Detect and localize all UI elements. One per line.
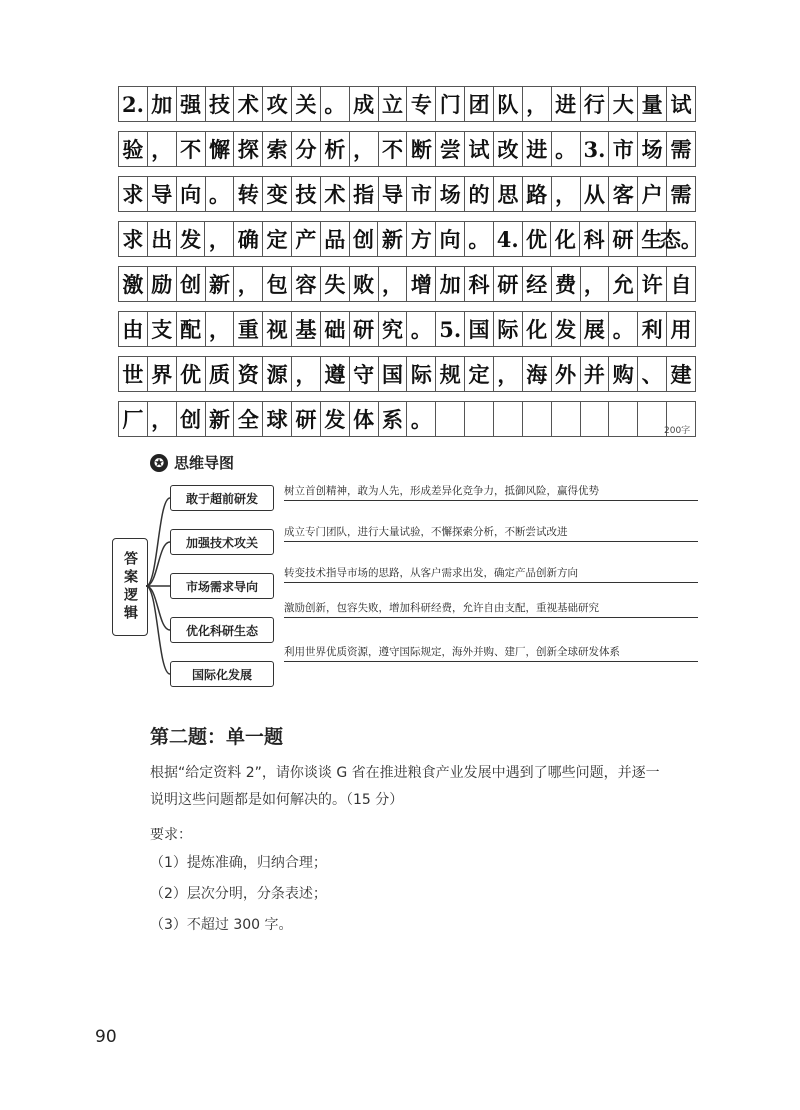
grid-cell: 分 <box>291 131 321 167</box>
grid-cell: 配 <box>176 311 206 347</box>
grid-cell: 建 <box>666 356 696 392</box>
grid-cell: 研 <box>493 266 523 302</box>
grid-cell: 试 <box>464 131 494 167</box>
grid-row <box>118 401 696 437</box>
grid-cell <box>580 401 610 437</box>
grid-cell: 试 <box>666 86 696 122</box>
grid-cell: 励 <box>147 266 177 302</box>
grid-cell: 由 <box>118 311 148 347</box>
grid-cell: 态。 <box>666 221 696 257</box>
grid-cell: 重 <box>233 311 263 347</box>
grid-cell: ， <box>233 266 263 302</box>
grid-cell: 尝 <box>435 131 465 167</box>
grid-cell: ， <box>551 176 581 212</box>
grid-cell: 。 <box>205 176 235 212</box>
grid-cell: 品 <box>320 221 350 257</box>
mindmap-detail: 树立首创精神，敢为人先，形成差异化竞争力，抵御风险，赢得优势 <box>284 485 698 501</box>
grid-cell: 研 <box>608 221 638 257</box>
grid-cell: 客 <box>608 176 638 212</box>
grid-cell: ， <box>147 401 177 437</box>
grid-cell: 发 <box>551 311 581 347</box>
grid-cell: 行 <box>580 86 610 122</box>
grid-cell: 关 <box>291 86 321 122</box>
grid-cell: 导 <box>147 176 177 212</box>
grid-cell: 新 <box>377 221 407 257</box>
grid-row <box>118 356 696 392</box>
grid-cell: 思 <box>493 176 523 212</box>
grid-row <box>118 131 696 167</box>
grid-cell: 3. <box>580 131 610 167</box>
grid-cell: 出 <box>147 221 177 257</box>
grid-cell: 际 <box>406 356 436 392</box>
grid-cell: 体 <box>349 401 379 437</box>
grid-cell: ， <box>147 131 177 167</box>
grid-cell: 科 <box>579 221 609 257</box>
requirement-item: （3）不超过 300 字。 <box>150 917 293 933</box>
grid-cell: 的 <box>464 176 494 212</box>
grid-cell: 许 <box>637 266 667 302</box>
mindmap-detail: 成立专门团队，进行大量试验，不懈探索分析，不断尝试改进 <box>284 526 698 542</box>
grid-cell: 需 <box>666 176 696 212</box>
grid-cell: 增 <box>406 266 436 302</box>
grid-cell: 成 <box>349 86 379 122</box>
grid-cell: 向 <box>176 176 206 212</box>
grid-cell: 技 <box>291 176 321 212</box>
grid-row <box>118 176 696 212</box>
grid-cell: 验 <box>118 131 148 167</box>
grid-cell: 定 <box>464 356 494 392</box>
grid-cell: 基 <box>291 311 321 347</box>
grid-cell: 大 <box>608 86 638 122</box>
grid-cell: 视 <box>262 311 292 347</box>
grid-cell: 4. <box>493 221 523 257</box>
grid-cell: ， <box>291 356 321 392</box>
grid-cell: 。 <box>320 86 350 122</box>
grid-cell <box>637 401 667 437</box>
grid-cell: 用 <box>666 311 696 347</box>
grid-row <box>118 311 696 347</box>
grid-cell: 利 <box>637 311 667 347</box>
grid-cell: 定 <box>262 221 292 257</box>
grid-cell: 质 <box>205 356 235 392</box>
grid-cell: 求 <box>118 176 148 212</box>
grid-cell: 术 <box>320 176 350 212</box>
grid-cell: 守 <box>349 356 379 392</box>
grid-cell: 资 <box>233 356 263 392</box>
grid-cell: 购 <box>608 356 638 392</box>
grid-cell: 析 <box>320 131 350 167</box>
grid-cell: 方 <box>406 221 436 257</box>
badge-icon: ✪ <box>150 454 168 472</box>
grid-cell: 。 <box>406 401 436 437</box>
question-title: 第二题：单一题 <box>150 726 284 748</box>
mindmap-node: 市场需求导向 <box>170 573 274 599</box>
grid-cell: 立 <box>378 86 408 122</box>
grid-cell: 5. <box>435 311 465 347</box>
mindmap-detail: 激励创新，包容失败，增加科研经费，允许自由支配，重视基础研究 <box>284 602 698 618</box>
grid-cell: 新 <box>205 401 235 437</box>
grid-cell: 。 <box>464 221 494 257</box>
grid-cell: 市 <box>608 131 638 167</box>
grid-cell: 攻 <box>262 86 292 122</box>
grid-cell: 系 <box>378 401 408 437</box>
grid-cell: 路 <box>522 176 552 212</box>
grid-cell: 向 <box>435 221 465 257</box>
grid-cell: 懈 <box>205 131 235 167</box>
grid-cell: 自 <box>666 266 696 302</box>
grid-cell: 并 <box>580 356 610 392</box>
grid-cell: 化 <box>522 311 552 347</box>
grid-cell: 门 <box>435 86 465 122</box>
grid-cell: 化 <box>550 221 580 257</box>
grid-cell: 允 <box>608 266 638 302</box>
mindmap <box>112 478 712 698</box>
mindmap-node: 加强技术攻关 <box>170 529 274 555</box>
grid-cell: 加 <box>147 86 177 122</box>
mindmap-node: 优化科研生态 <box>170 617 274 643</box>
grid-cell: 国 <box>378 356 408 392</box>
grid-cell: 队 <box>493 86 523 122</box>
grid-cell: 。 <box>551 131 581 167</box>
grid-cell: 团 <box>464 86 494 122</box>
requirements-label: 要求： <box>150 827 192 843</box>
grid-cell: 变 <box>262 176 292 212</box>
grid-cell: 2. <box>118 86 148 122</box>
grid-cell <box>522 401 552 437</box>
grid-cell: 不 <box>176 131 206 167</box>
grid-cell: 探 <box>233 131 263 167</box>
grid-cell: 研 <box>349 311 379 347</box>
grid-cell: 全 <box>233 401 263 437</box>
grid-cell: 厂 <box>118 401 148 437</box>
grid-cell: 规 <box>435 356 465 392</box>
grid-cell: 断 <box>406 131 436 167</box>
grid-cell: 进 <box>551 86 581 122</box>
mindmap-node: 国际化发展 <box>170 661 274 687</box>
grid-cell: 际 <box>493 311 523 347</box>
requirement-item: （1）提炼准确，归纳合理； <box>150 855 327 871</box>
mindmap-detail: 利用世界优质资源，遵守国际规定，海外并购、建厂，创新全球研发体系 <box>284 646 698 662</box>
grid-cell: 优 <box>522 221 552 257</box>
mindmap-heading <box>150 452 234 473</box>
grid-cell <box>608 401 638 437</box>
grid-cell: 础 <box>320 311 350 347</box>
grid-cell: 需 <box>666 131 696 167</box>
grid-cell: 产 <box>291 221 321 257</box>
mindmap-detail: 转变技术指导市场的思路，从客户需求出发，确定产品创新方向 <box>284 567 698 583</box>
question-body: 根据“给定资料 2”，请你谈谈 G 省在推进粮食产业发展中遇到了哪些问题，并逐一说明这些问题都是如何解决的。（15 分） <box>150 765 660 808</box>
grid-cell: 世 <box>118 356 148 392</box>
grid-cell: 进 <box>522 131 552 167</box>
grid-cell: 发 <box>320 401 350 437</box>
answer-grid <box>118 86 702 446</box>
grid-cell: 创 <box>176 401 206 437</box>
grid-cell: 究 <box>378 311 408 347</box>
grid-cell: 加 <box>435 266 465 302</box>
grid-cell: 优 <box>176 356 206 392</box>
grid-cell: 海 <box>522 356 552 392</box>
grid-cell: ， <box>493 356 523 392</box>
grid-cell <box>464 401 494 437</box>
grid-cell: 失 <box>320 266 350 302</box>
grid-row <box>118 266 696 302</box>
grid-cell: 遵 <box>320 356 350 392</box>
grid-cell: ， <box>522 86 552 122</box>
grid-cell: 改 <box>493 131 523 167</box>
grid-cell: 容 <box>291 266 321 302</box>
grid-cell: 球 <box>262 401 292 437</box>
grid-cell: 术 <box>233 86 263 122</box>
grid-cell: 确 <box>233 221 263 257</box>
grid-cell: 索 <box>262 131 292 167</box>
grid-cell: 支 <box>147 311 177 347</box>
grid-cell: ， <box>205 311 235 347</box>
grid-cell: ， <box>378 266 408 302</box>
grid-cell <box>493 401 523 437</box>
grid-cell: 费 <box>551 266 581 302</box>
grid-cell: 败 <box>349 266 379 302</box>
mindmap-root: 答案逻辑 <box>112 538 148 636</box>
grid-cell: 界 <box>147 356 177 392</box>
grid-cell: 生 <box>637 221 667 257</box>
grid-cell: 场 <box>637 131 667 167</box>
grid-cell: 研 <box>291 401 321 437</box>
grid-cell: 经 <box>522 266 552 302</box>
grid-cell: 创 <box>349 221 379 257</box>
grid-cell: 科 <box>464 266 494 302</box>
grid-cell: 包 <box>262 266 292 302</box>
grid-cell: 、 <box>637 356 667 392</box>
grid-cell: ， <box>580 266 610 302</box>
grid-cell: 从 <box>580 176 610 212</box>
grid-row <box>118 86 696 122</box>
grid-cell: 场 <box>435 176 465 212</box>
grid-cell: 技 <box>205 86 235 122</box>
grid-cell: 发 <box>176 221 206 257</box>
grid-row <box>118 221 702 257</box>
grid-cell: 新 <box>205 266 235 302</box>
grid-cell: 量 <box>637 86 667 122</box>
grid-cell: 创 <box>176 266 206 302</box>
grid-cell: 指 <box>349 176 379 212</box>
grid-cell: 强 <box>176 86 206 122</box>
grid-cell: 国 <box>464 311 494 347</box>
mindmap-heading-text: 思维导图 <box>174 454 235 472</box>
grid-cell: 专 <box>406 86 436 122</box>
grid-cell: 市 <box>406 176 436 212</box>
grid-cell: ， <box>204 221 234 257</box>
grid-cell: 户 <box>637 176 667 212</box>
grid-cell: 不 <box>378 131 408 167</box>
grid-cell: 转 <box>233 176 263 212</box>
grid-cell: 源 <box>262 356 292 392</box>
grid-cell: 。 <box>406 311 436 347</box>
grid-cell: 。 <box>608 311 638 347</box>
grid-cell: 外 <box>551 356 581 392</box>
grid-cell: 激 <box>118 266 148 302</box>
grid-cell <box>551 401 581 437</box>
requirement-item: （2）层次分明，分条表述； <box>150 886 327 902</box>
grid-cell: 展 <box>580 311 610 347</box>
word-count: 200字 <box>664 426 691 436</box>
grid-cell <box>435 401 465 437</box>
grid-cell: 求 <box>118 221 148 257</box>
grid-cell: ， <box>349 131 379 167</box>
mindmap-node: 敢于超前研发 <box>170 485 274 511</box>
page-number: 90 <box>95 1027 117 1047</box>
grid-cell: 导 <box>378 176 408 212</box>
